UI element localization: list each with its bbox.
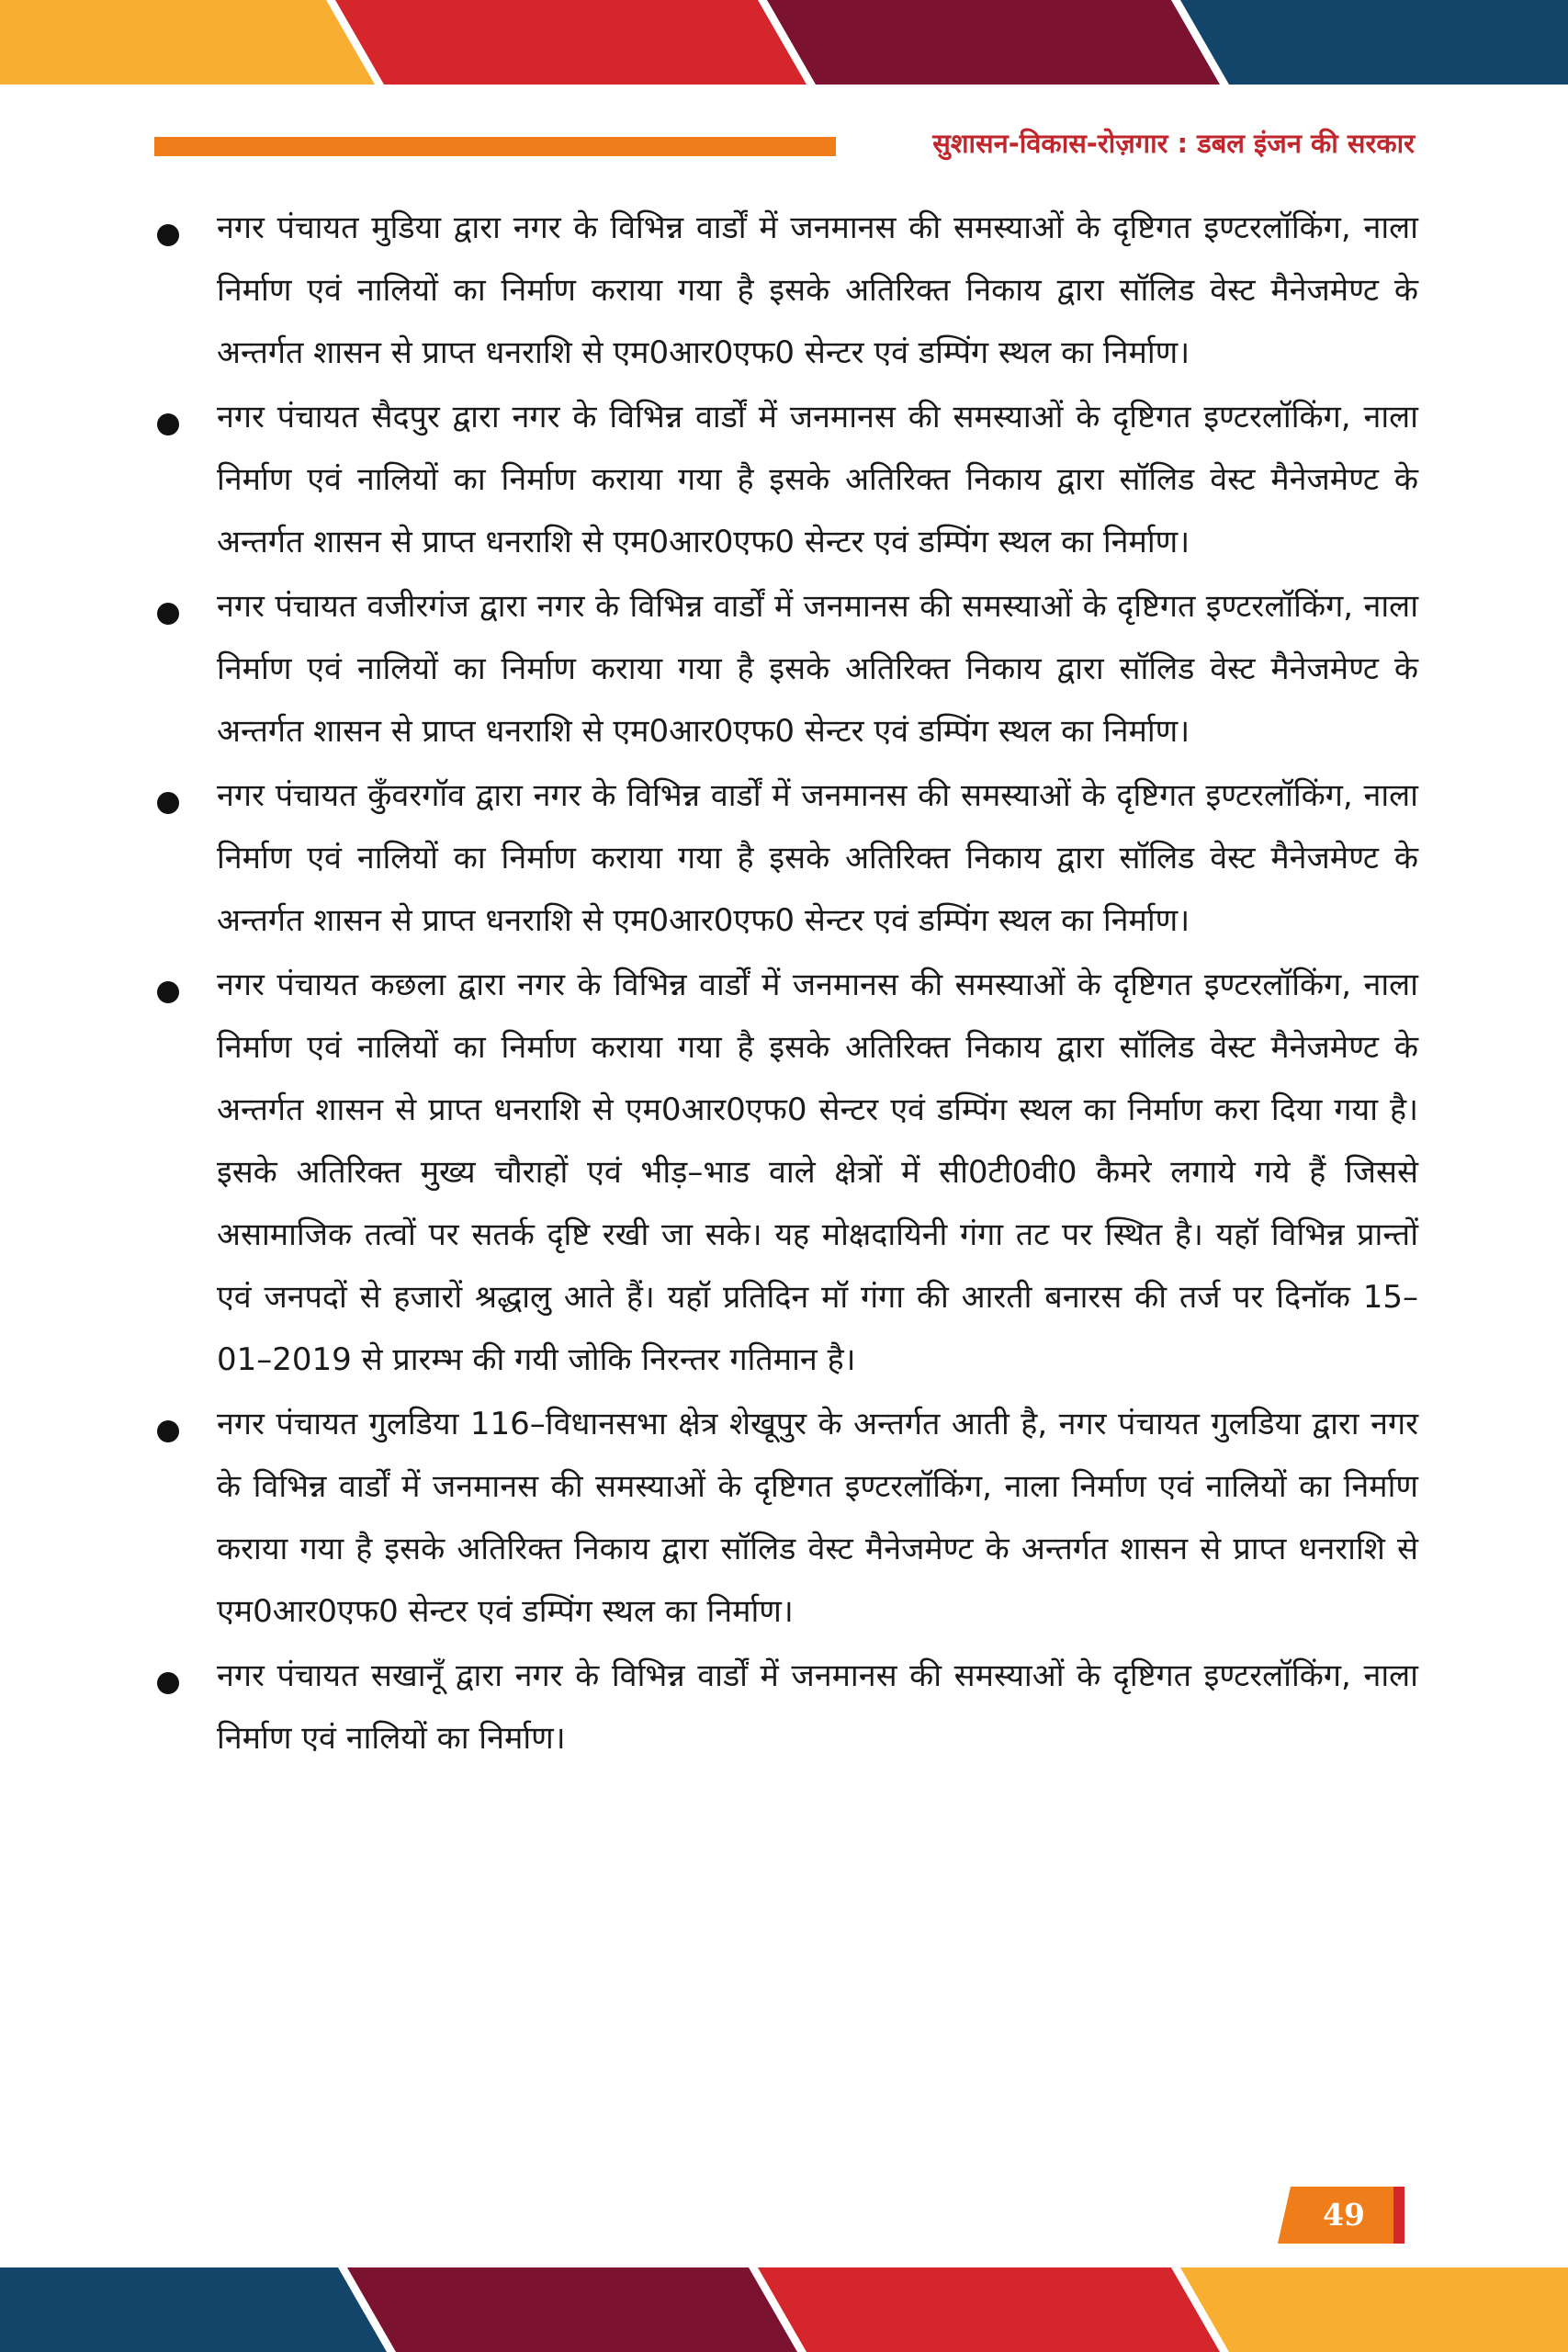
bullet-icon (157, 224, 179, 246)
top-band-stripes (0, 0, 1568, 85)
top-stripe-maroon (767, 0, 1220, 85)
list-item-text: नगर पंचायत कुँवरगॉव द्वारा नगर के विभिन्न वार्डों में जनमानस की समस्याओं के दृष्टिगत इण्टरलॉकिंग, नाला निर्माण एवं नालियों का निर्माण कराया गया है इसके अतिरिक्त निकाय द्वारा सॉलिड वेस्ट मैनेजमेण्ट के अन्तर्गत शासन से प्राप्त धनराशि से एम0आर0एफ0 सेन्टर एवं डम्पिंग स्थल का निर्माण। (217, 777, 1418, 939)
header-title: सुशासन-विकास-रोज़गार : डबल इंजन की सरकार (932, 128, 1415, 159)
page-number-tab (1278, 2187, 1404, 2244)
list-item-text: नगर पंचायत सखानूँ द्वारा नगर के विभिन्न वार्डों में जनमानस की समस्याओं के दृष्टिगत इण्टरलॉकिंग, नाला निर्माण एवं नालियों का निर्माण। (217, 1657, 1418, 1757)
bullet-icon (157, 603, 179, 625)
bottom-decorative-band (0, 2267, 1568, 2352)
page-number-tab-edge (1393, 2187, 1404, 2244)
top-stripe-navy (1180, 0, 1568, 85)
list-item-text: नगर पंचायत मुडिया द्वारा नगर के विभिन्न वार्डों में जनमानस की समस्याओं के दृष्टिगत इण्टरलॉकिंग, नाला निर्माण एवं नालियों का निर्माण कराया गया है इसके अतिरिक्त निकाय द्वारा सॉलिड वेस्ट मैनेजमेण्ट के अन्तर्गत शासन से प्राप्त धनराशि से एम0आर0एफ0 सेन्टर एवं डम्पिंग स्थल का निर्माण। (217, 209, 1418, 371)
bullet-icon (157, 1420, 179, 1442)
list-item (152, 386, 1418, 573)
bottom-band-stripes (0, 2267, 1568, 2352)
list-item (152, 1393, 1418, 1643)
bottom-stripe-yellow (1180, 2267, 1568, 2352)
list-item-text: नगर पंचायत वजीरगंज द्वारा नगर के विभिन्न वार्डों में जनमानस की समस्याओं के दृष्टिगत इण्टरलॉकिंग, नाला निर्माण एवं नालियों का निर्माण कराया गया है इसके अतिरिक्त निकाय द्वारा सॉलिड वेस्ट मैनेजमेण्ट के अन्तर्गत शासन से प्राप्त धनराशि से एम0आर0एफ0 सेन्टर एवं डम्पिंग स्थल का निर्माण। (217, 588, 1418, 750)
list-item (152, 954, 1418, 1391)
bottom-stripe-navy (0, 2267, 387, 2352)
list-item (152, 197, 1418, 384)
top-stripe-red (335, 0, 807, 85)
header-orange-rule (154, 137, 836, 156)
list-item-text: नगर पंचायत कछला द्वारा नगर के विभिन्न वार्डों में जनमानस की समस्याओं के दृष्टिगत इण्टरलॉकिंग, नाला निर्माण एवं नालियों का निर्माण कराया गया है इसके अतिरिक्त निकाय द्वारा सॉलिड वेस्ट मैनेजमेण्ट के अन्तर्गत शासन से प्राप्त धनराशि से एम0आर0एफ0 सेन्टर एवं डम्पिंग स्थल का निर्माण करा दिया गया है। इसके अतिरिक्त मुख्य चौराहों एवं भीड़–भाड वाले क्षेत्रों में सी0टी0वी0 कैमरे लगाये गये हैं जिससे असामाजिक तत्वों पर सतर्क दृष्टि रखी जा सके। यह मोक्षदायिनी गंगा तट पर स्थित है। यहॉ विभिन्न प्रान्तों एवं जनपदों से हजारों श्रद्धालु आते हैं। यहॉ प्रतिदिन मॉ गंगा की आरती बनारस की तर्ज पर दिनॉक 15–01–2019 से प्रारम्भ की गयी जोकि निरन्तर गतिमान है। (217, 967, 1418, 1378)
bottom-stripe-maroon (347, 2267, 797, 2352)
bullet-icon (157, 1672, 179, 1694)
bottom-stripe-red (758, 2267, 1220, 2352)
list-item (152, 764, 1418, 952)
bullet-icon (157, 792, 179, 814)
bullet-icon (157, 413, 179, 435)
bullet-list (152, 197, 1418, 1771)
list-item-text: नगर पंचायत गुलडिया 116–विधानसभा क्षेत्र शेखूपुर के अन्तर्गत आती है, नगर पंचायत गुलडिया द्वारा नगर के विभिन्न वार्डों में जनमानस की समस्याओं के दृष्टिगत इण्टरलॉकिंग, नाला निर्माण एवं नालियों का निर्माण कराया गया है इसके अतिरिक्त निकाय द्वारा सॉलिड वेस्ट मैनेजमेण्ट के अन्तर्गत शासन से प्राप्त धनराशि से एम0आर0एफ0 सेन्टर एवं डम्पिंग स्थल का निर्माण। (217, 1406, 1418, 1630)
list-item (152, 1645, 1418, 1770)
page-number: 49 (1323, 2197, 1365, 2233)
bullet-icon (157, 981, 179, 1003)
top-stripe-yellow (0, 0, 375, 85)
list-item-text: नगर पंचायत सैदपुर द्वारा नगर के विभिन्न वार्डों में जनमानस की समस्याओं के दृष्टिगत इण्टरलॉकिंग, नाला निर्माण एवं नालियों का निर्माण कराया गया है इसके अतिरिक्त निकाय द्वारा सॉलिड वेस्ट मैनेजमेण्ट के अन्तर्गत शासन से प्राप्त धनराशि से एम0आर0एफ0 सेन्टर एवं डम्पिंग स्थल का निर्माण। (217, 399, 1418, 560)
list-item (152, 575, 1418, 763)
top-decorative-band (0, 0, 1568, 85)
